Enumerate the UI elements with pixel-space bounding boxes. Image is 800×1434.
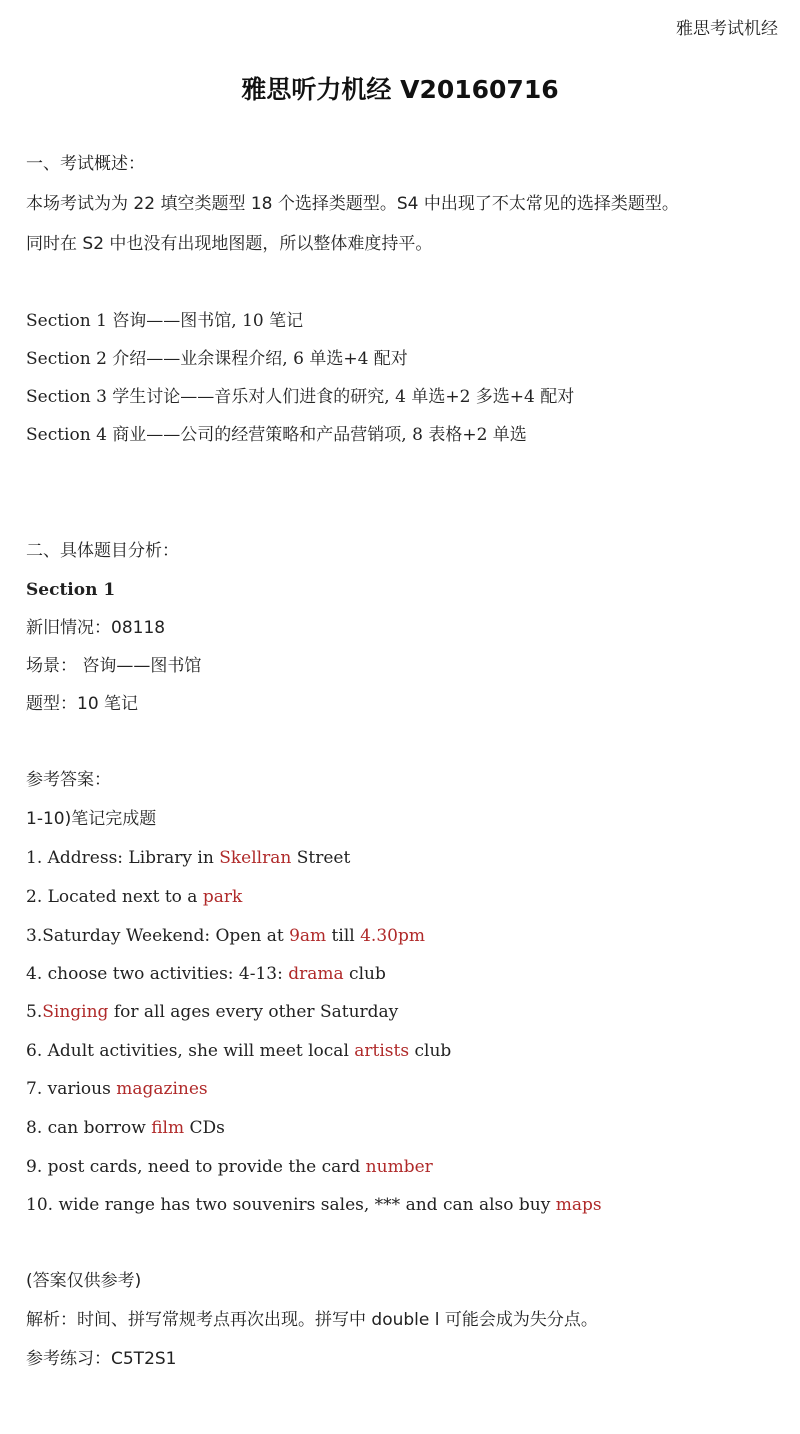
- answer-word-2: 4.30pm: [360, 926, 425, 946]
- answer-word: film: [151, 1118, 185, 1138]
- answer-item-3: 3.Saturday Weekend: Open at 9am till 4.30pm: [26, 926, 425, 946]
- answers-subheading: 1-10)笔记完成题: [26, 809, 157, 829]
- answer-word: Skellran: [219, 848, 292, 868]
- answer-item-4: 4. choose two activities: 4-13: drama club: [26, 964, 386, 984]
- section-title: Section 1: [26, 580, 116, 600]
- section-summary-4: Section 4 商业——公司的经营策略和产品营销项, 8 表格+2 单选: [26, 425, 527, 445]
- header-tag: 雅思考试机经: [676, 19, 778, 39]
- section-summary-1: Section 1 咨询——图书馆, 10 笔记: [26, 311, 304, 331]
- answer-item-1: 1. Address: Library in Skellran Street: [26, 848, 351, 868]
- overview-heading: 一、考试概述：: [26, 154, 145, 174]
- answer-word: Singing: [42, 1002, 109, 1022]
- answer-word: number: [365, 1157, 433, 1177]
- section-summary-2: Section 2 介绍——业余课程介绍, 6 单选+4 配对: [26, 349, 408, 369]
- answer-item-7: 7. various magazines: [26, 1079, 208, 1099]
- answer-item-5: 5.Singing for all ages every other Saturday: [26, 1002, 399, 1022]
- answer-note: (答案仅供参考): [26, 1271, 142, 1291]
- answer-item-6: 6. Adult activities, she will meet local artists club: [26, 1041, 452, 1061]
- answer-item-2: 2. Located next to a park: [26, 887, 243, 907]
- analysis-heading: 二、具体题目分析：: [26, 541, 179, 561]
- answers-heading: 参考答案：: [26, 770, 111, 790]
- page-title: 雅思听力机经 V20160716: [241, 75, 559, 104]
- status-line: 新旧情况：08118: [26, 618, 166, 638]
- practice-line: 参考练习：C5T2S1: [26, 1349, 177, 1369]
- answer-item-8: 8. can borrow film CDs: [26, 1118, 225, 1138]
- overview-line-1: 本场考试为为 22 填空类题型 18 个选择类题型。S4 中出现了不太常见的选择类题型。: [26, 194, 679, 214]
- answer-word: park: [202, 887, 243, 907]
- answer-item-10: 10. wide range has two souvenirs sales, *** and can also buy maps: [26, 1195, 602, 1215]
- answer-word: 9am: [289, 926, 327, 946]
- answer-word: drama: [288, 964, 344, 984]
- explanation-line: 解析：时间、拼写常规考点再次出现。拼写中 double l 可能会成为失分点。: [26, 1310, 598, 1330]
- section-summary-3: Section 3 学生讨论——音乐对人们进食的研究, 4 单选+2 多选+4 配对: [26, 387, 575, 407]
- answer-item-9: 9. post cards, need to provide the card number: [26, 1157, 433, 1177]
- answer-word: artists: [354, 1041, 410, 1061]
- qtype-line: 题型：10 笔记: [26, 694, 139, 714]
- answer-word: magazines: [116, 1079, 208, 1099]
- answer-word: maps: [555, 1195, 602, 1215]
- overview-line-2: 同时在 S2 中也没有出现地图题，所以整体难度持平。: [26, 234, 433, 254]
- scene-line: 场景： 咨询——图书馆: [26, 656, 202, 676]
